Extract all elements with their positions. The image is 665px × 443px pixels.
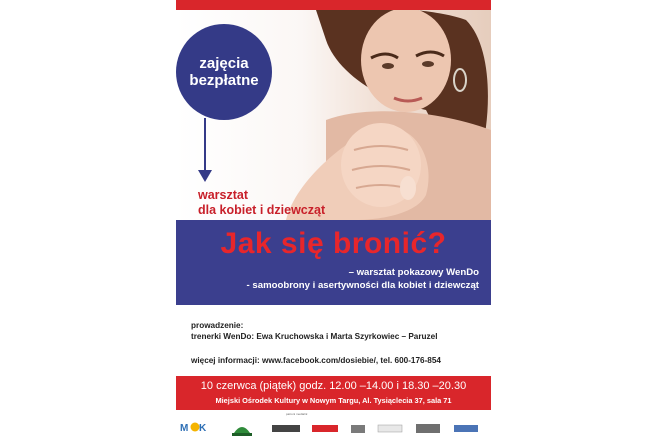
arrow-line bbox=[204, 118, 206, 171]
workshop-label bbox=[198, 188, 325, 218]
sponsor-logos-strip bbox=[176, 415, 491, 441]
title-band bbox=[176, 220, 491, 305]
arrow-down-icon bbox=[198, 170, 212, 182]
event-details-band bbox=[176, 376, 491, 410]
instructors-label: prowadzenie: bbox=[191, 321, 244, 330]
sponsor-logos bbox=[176, 411, 491, 443]
instructors-names: trenerki WenDo: Ewa Kruchowska i Marta Szyrkowiec – Paruzel bbox=[191, 332, 438, 341]
subtitle-line-2: - samoobrony i asertywności dla kobiet i dziewcząt bbox=[246, 280, 479, 291]
poster-title: Jak się bronić? bbox=[220, 227, 447, 260]
subtitle-line-1: – warsztat pokazowy WenDo bbox=[348, 267, 479, 278]
svg-text:M: M bbox=[180, 423, 189, 434]
top-red-bar bbox=[176, 0, 491, 10]
contact-info: więcej informacji: www.facebook.com/dosiebie/, tel. 600-176-854 bbox=[191, 356, 441, 365]
instructors-block bbox=[191, 320, 437, 342]
event-place: Miejski Ośrodek Kultury w Nowym Targu, Al. Tysiąclecia 37, sala 71 bbox=[215, 396, 452, 405]
poster-subtitle bbox=[247, 266, 479, 292]
badge-line-2: bezpłatne bbox=[189, 72, 259, 89]
hero-photo bbox=[176, 10, 491, 220]
poster bbox=[176, 0, 491, 443]
badge-line-1: zajęcia bbox=[199, 55, 249, 72]
event-date: 10 czerwca (piątek) godz. 12.00 –14.00 i 18.30 –20.30 bbox=[200, 380, 467, 392]
svg-text:K: K bbox=[199, 423, 207, 434]
workshop-line-2: dla kobiet i dziewcząt bbox=[198, 203, 326, 217]
free-classes-badge bbox=[176, 24, 272, 120]
media-patrons-label: patroni medialni: bbox=[286, 412, 309, 416]
workshop-line-1: warsztat bbox=[198, 188, 249, 202]
